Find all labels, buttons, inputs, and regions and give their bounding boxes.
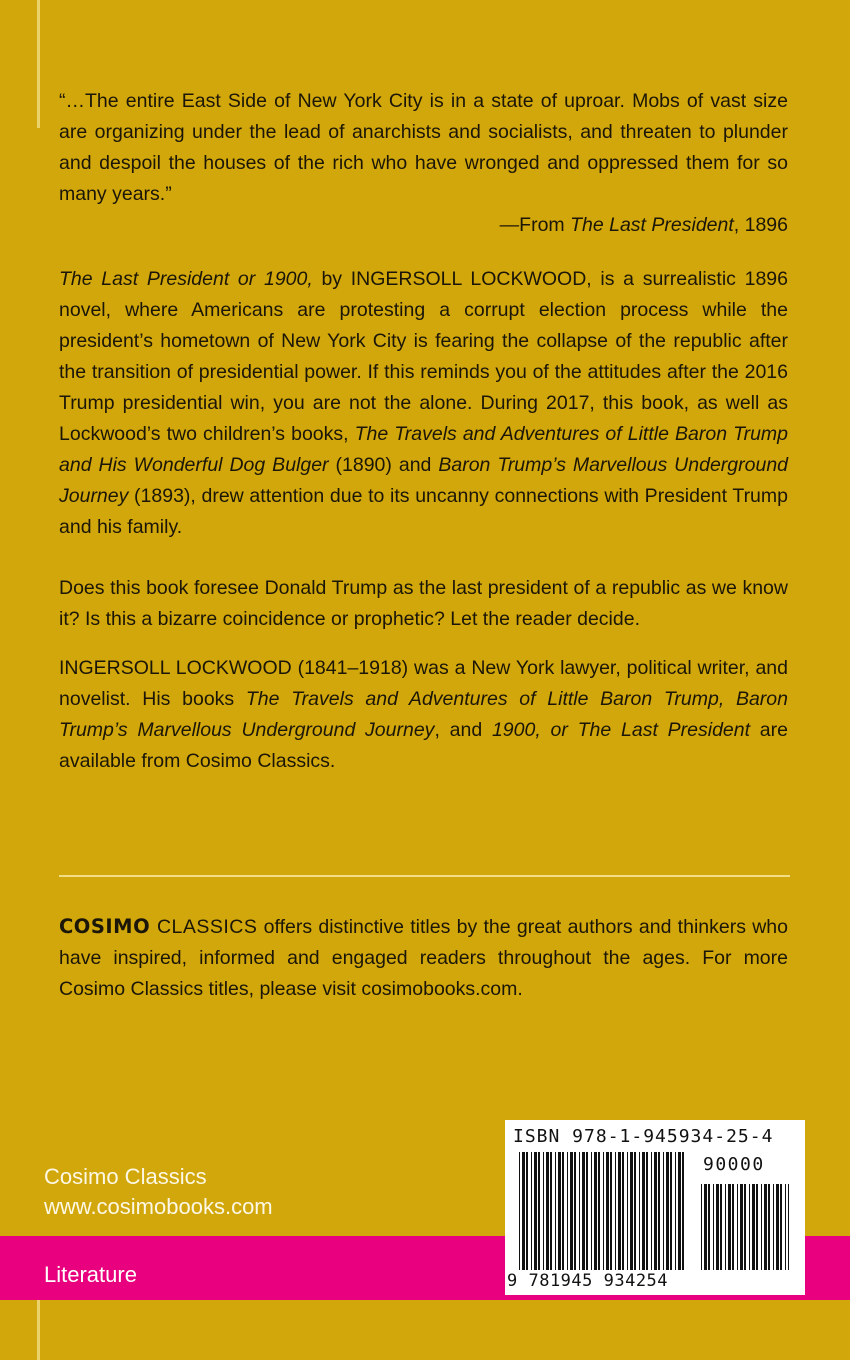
attribution-title: The Last President (570, 214, 734, 236)
barcode-panel (505, 1120, 805, 1295)
publisher-text: offers distinctive titles by the great authors and thinkers who have inspired, informed and engaged readers throughout the ages. For more Cosimo Classics titles, please visit cosimobooks.com. (59, 916, 788, 1000)
category-label: Literature (44, 1262, 137, 1287)
bio-text-c: are available from Cosimo Classics. (59, 719, 788, 772)
bio-book-title-last: 1900, or The Last President (491, 719, 751, 741)
barcode-bar (543, 1152, 544, 1270)
barcode-bar (725, 1184, 726, 1270)
barcode-bar (519, 1152, 520, 1270)
barcode-bar (764, 1184, 767, 1270)
barcode-bar (651, 1152, 652, 1270)
barcode-bar (658, 1152, 660, 1270)
barcode-bar (610, 1152, 612, 1270)
barcode-bar (761, 1184, 762, 1270)
brand-classics: CLASSICS (150, 916, 258, 938)
barcode-bar (646, 1152, 648, 1270)
barcode-bar (732, 1184, 734, 1270)
barcode-bar (737, 1184, 738, 1270)
barcode-bar (642, 1152, 645, 1270)
barcode-bar (522, 1152, 525, 1270)
barcode-bar (594, 1152, 597, 1270)
isbn-label: ISBN 978-1-945934-25-4 (513, 1126, 774, 1147)
children-book-1-title: The Travels and Adventures of Little Baron Trump and His Wonderful Dog Bulger (59, 423, 788, 476)
barcode-bar (627, 1152, 628, 1270)
barcode-bar (744, 1184, 746, 1270)
price-code: 90000 (703, 1154, 765, 1175)
barcode-bar (630, 1152, 633, 1270)
barcode-bar (788, 1184, 789, 1270)
barcode-bar (574, 1152, 576, 1270)
attribution-suffix: , 1896 (733, 214, 788, 236)
brand-cosimo: COSIMO (59, 915, 151, 938)
barcode-bar (622, 1152, 624, 1270)
barcode-bar (546, 1152, 549, 1270)
barcode-bar (701, 1184, 702, 1270)
imprint (44, 1162, 273, 1222)
bio-text-a: (1841–1918) was a New York lawyer, political writer, and novelist. His books (59, 657, 788, 710)
ean-digits: 9 781945 934254 (507, 1271, 669, 1291)
barcode-bar (716, 1184, 719, 1270)
barcode-bar (570, 1152, 573, 1270)
barcode-bar (526, 1152, 528, 1270)
author-bio (59, 653, 788, 777)
spine-mark-top (37, 0, 40, 128)
barcode-bar (634, 1152, 636, 1270)
description-paragraph-1 (59, 264, 788, 543)
attribution-prefix: —From (499, 214, 571, 236)
imprint-name: Cosimo Classics (44, 1164, 207, 1189)
barcode-bar (663, 1152, 664, 1270)
imprint-url: www.cosimobooks.com (44, 1194, 273, 1219)
barcode-bar (550, 1152, 552, 1270)
barcode-bar (567, 1152, 568, 1270)
barcode-bar (615, 1152, 616, 1270)
barcode-bar (666, 1152, 669, 1270)
barcode-bar (768, 1184, 770, 1270)
opening-quote (59, 86, 788, 241)
addon-barcode (701, 1184, 789, 1270)
barcode-bar (675, 1152, 676, 1270)
barcode-bar (773, 1184, 774, 1270)
barcode-bar (785, 1184, 786, 1270)
barcode-bar (654, 1152, 657, 1270)
barcode-bar (728, 1184, 731, 1270)
bio-book-titles: The Travels and Adventures of Little Baron Trump, Baron Trump’s Marvellous Underground Journey (59, 688, 788, 741)
barcode-bar (606, 1152, 609, 1270)
barcode-bar (682, 1152, 684, 1270)
section-divider (59, 875, 790, 877)
barcode-bar (756, 1184, 758, 1270)
barcode-bar (538, 1152, 540, 1270)
barcode-bar (678, 1152, 681, 1270)
publisher-blurb (59, 911, 788, 1005)
barcode-bar (591, 1152, 592, 1270)
barcode-bar (531, 1152, 532, 1270)
barcode-bar (555, 1152, 556, 1270)
barcode-bar (713, 1184, 714, 1270)
barcode-bar (720, 1184, 722, 1270)
book-title: The Last President or 1900, (59, 268, 313, 290)
barcode-bar (776, 1184, 779, 1270)
barcode-bar (534, 1152, 537, 1270)
barcode-bar (704, 1184, 707, 1270)
barcode-bar (708, 1184, 710, 1270)
description-text-b: (1890) and (328, 454, 439, 476)
barcode-bar (752, 1184, 755, 1270)
ean-barcode (519, 1152, 684, 1270)
barcode-bar (579, 1152, 580, 1270)
barcode-bar (562, 1152, 564, 1270)
barcode-bar (639, 1152, 640, 1270)
quote-text: “…The entire East Side of New York City is in a state of uproar. Mobs of vast size are organizing under the lead of anarchists and socialists, and threaten to plunder and despoil the houses of the rich who have wronged and oppressed them for so many years.” (59, 90, 788, 205)
barcode-bar (749, 1184, 750, 1270)
children-book-2-title: Baron Trump’s Marvellous Underground Journey (59, 454, 789, 507)
barcode-bar (603, 1152, 604, 1270)
bio-text-b: , and (434, 719, 492, 741)
barcode-bar (618, 1152, 621, 1270)
barcode-bar (586, 1152, 588, 1270)
description-text-a: by INGERSOLL LOCKWOOD, is a surrealistic 1896 novel, where Americans are protesting a corrupt election process while the president’s hometown of New York City is fearing the collapse of the republic after the transition of presidential power. If this reminds you of the attitudes after the 2016 Trump presidential win, you are not the alone. During 2017, this book, as well as Lockwood’s two children’s books, (59, 268, 788, 445)
quote-attribution (59, 210, 788, 241)
description-paragraph-2: Does this book foresee Donald Trump as the last president of a republic as we know it? Is this a bizarre coincidence or prophetic? Let the reader decide. (59, 577, 788, 630)
barcode-bar (558, 1152, 561, 1270)
author-name: INGERSOLL LOCKWOOD (59, 657, 292, 679)
barcode-bar (670, 1152, 672, 1270)
barcode-bar (740, 1184, 743, 1270)
barcode-bar (598, 1152, 600, 1270)
barcode-bar (780, 1184, 782, 1270)
book-description (59, 264, 788, 777)
description-text-c: (1893), drew attention due to its uncanny connections with President Trump and his family. (59, 485, 788, 538)
barcode-bar (582, 1152, 585, 1270)
spine-mark-bottom (37, 1300, 40, 1360)
